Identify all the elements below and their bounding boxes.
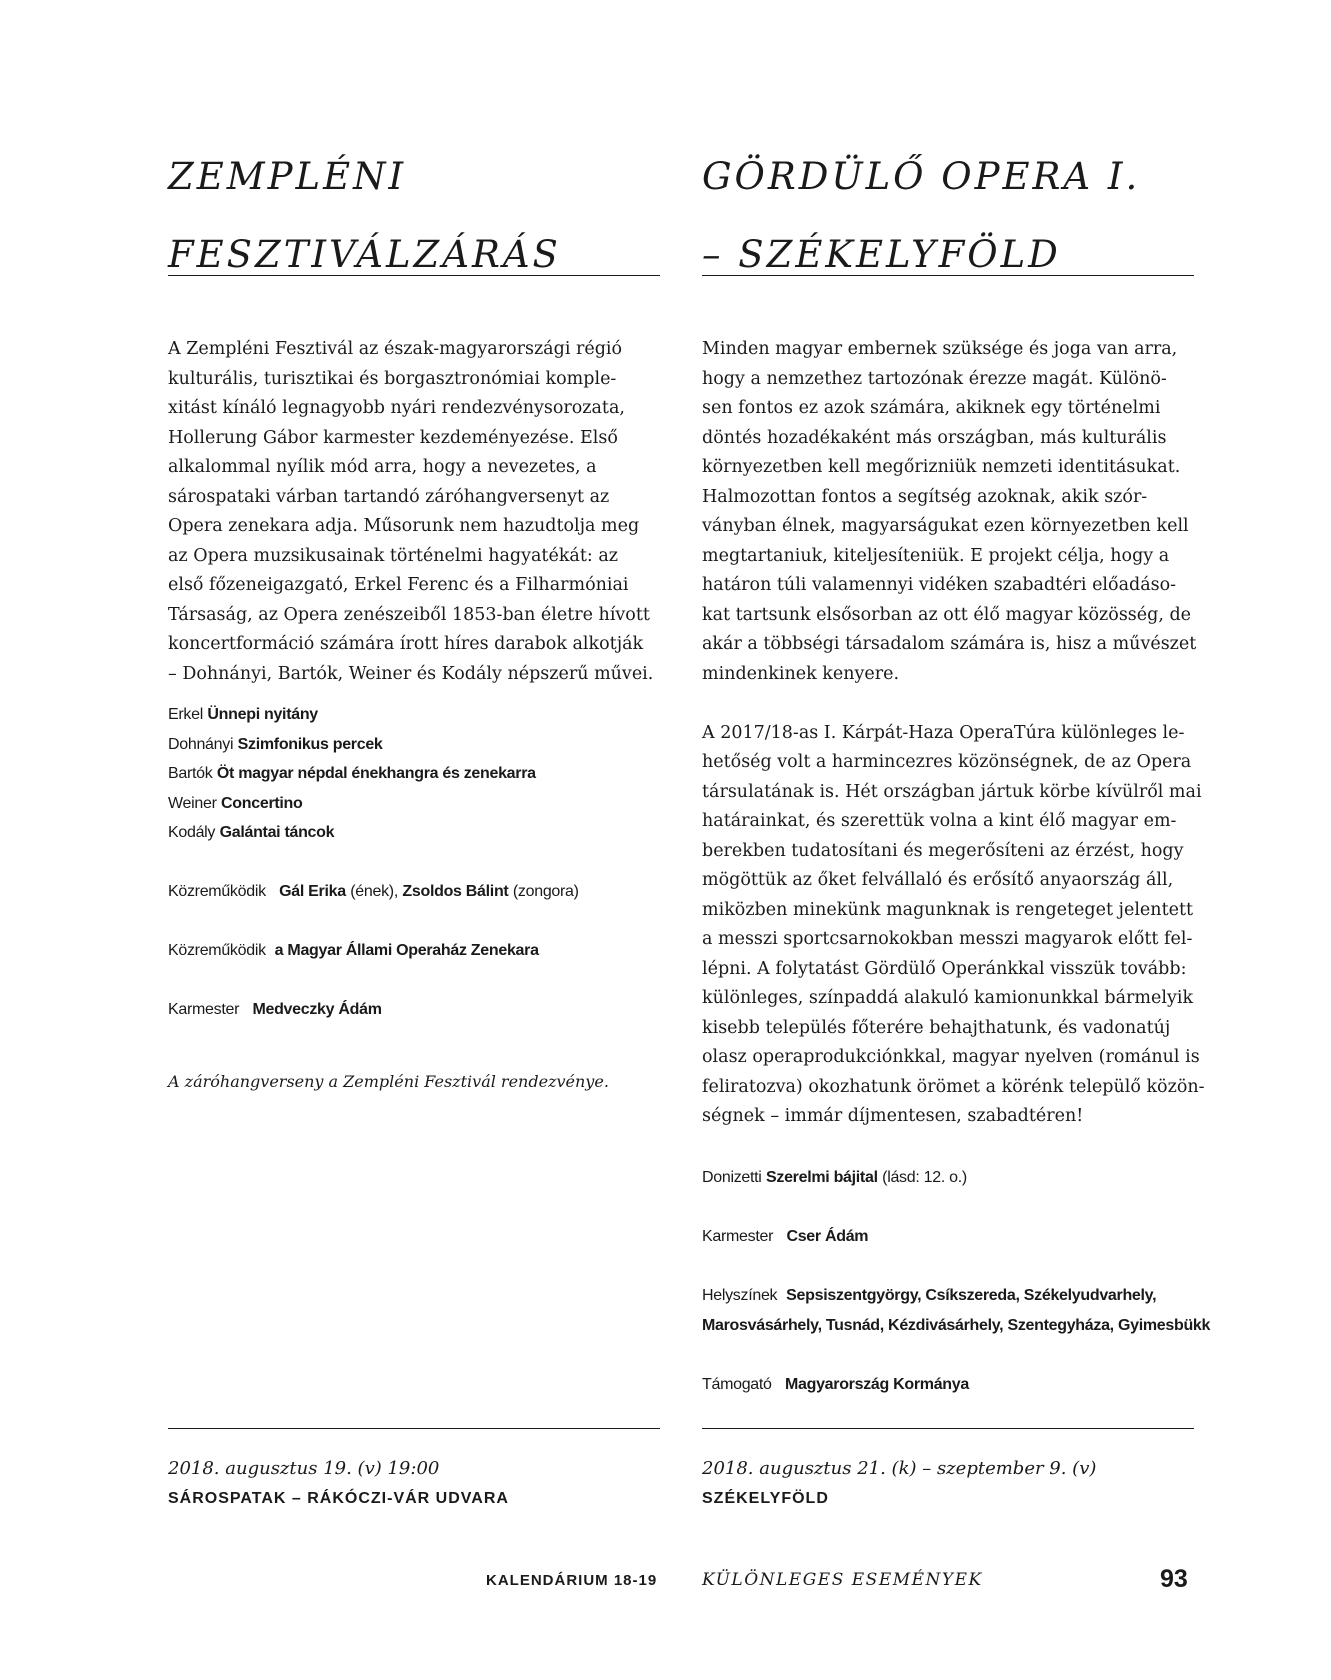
left-title-line-1: ZEMPLÉNI bbox=[168, 155, 407, 198]
right-body-line: olasz operaprodukciónkkal, magyar nyelven (románul is bbox=[702, 1047, 1200, 1067]
left-program-list bbox=[168, 700, 660, 848]
right-bottom-divider bbox=[702, 1428, 1194, 1429]
right-credits bbox=[702, 1163, 1211, 1429]
right-body-line: A 2017/18-as I. Kárpát-Haza OperaTúra különleges le- bbox=[702, 722, 1185, 743]
left-body-line: xitást kínáló legnagyobb nyári rendezvénysorozata, bbox=[168, 398, 625, 418]
right-conductor: Karmester Cser Ádám bbox=[702, 1228, 869, 1245]
left-body-line: Társaság, az Opera zenészeiből 1853-ban életre hívott bbox=[168, 604, 650, 625]
left-body-line: első főzeneigazgató, Erkel Ferenc és a Filharmóniai bbox=[168, 575, 629, 595]
right-body-line: határon túli valamennyi vidéken szabadtéri előadáso- bbox=[702, 575, 1177, 595]
right-sponsor: Támogató Magyarország Kormánya bbox=[702, 1375, 969, 1393]
right-body-line: a messzi sportcsarnokokban messzi magyarok előtt fel- bbox=[702, 929, 1193, 949]
right-body-line: Halmozottan fontos a segítség azoknak, akik szór- bbox=[702, 486, 1148, 507]
page-number: 93 bbox=[1160, 1565, 1188, 1593]
right-body-line: miközben minekünk magunknak is rengeteget jelentett bbox=[702, 899, 1194, 920]
right-body-line: környezetben kell megőrizniük nemzeti identitásukat. bbox=[702, 457, 1181, 477]
right-body-line: társulatának is. Hét országban jártuk körbe kívülről mai bbox=[702, 781, 1202, 802]
right-body-line: megtartaniuk, kiteljesíteniük. E projekt célja, hogy a bbox=[702, 545, 1170, 566]
left-performers-orchestra: Közreműködik a Magyar Állami Operaház Zenekara bbox=[168, 942, 539, 959]
right-title-line-1: GÖRDÜLŐ OPERA I. bbox=[702, 155, 1141, 198]
left-body-line: koncertformáció számára írott híres darabok alkotják bbox=[168, 634, 644, 654]
right-event-title bbox=[702, 138, 1194, 294]
right-body-line: feliratozva) okozhatunk örömet a körénk települő közön- bbox=[702, 1076, 1205, 1097]
right-body-line: berekben tudatosítani és megerősíteni az érzést, hogy bbox=[702, 840, 1184, 861]
left-description bbox=[168, 335, 660, 689]
right-body-line: mindenkinek kenyere. bbox=[702, 663, 900, 684]
left-body-line: A Zempléni Fesztivál az észak-magyarországi régió bbox=[168, 339, 623, 359]
right-body-line: határainkat, és szerettük volna a kint élő magyar em- bbox=[702, 811, 1177, 831]
right-event-venue: SZÉKELYFÖLD bbox=[702, 1490, 829, 1507]
left-performers-soloists: Közreműködik Gál Erika (ének), Zsoldos Bálint (zongora) bbox=[168, 883, 579, 900]
right-body-line: különleges, színpaddá alakuló kamionunkkal bármelyik bbox=[702, 988, 1194, 1008]
right-body-line: hetőség volt a harmincezres közönségnek, de az Opera bbox=[702, 752, 1192, 772]
right-venues: Helyszínek Sepsiszentgyörgy, Csíkszereda, Székelyudvarhely, Marosvásárhely, Tusnád, Kézdivásárhely, Szentegyháza, Gyimesbükk bbox=[702, 1287, 1211, 1334]
right-body-line: ványban élnek, magyarságukat ezen környezetben kell bbox=[702, 516, 1189, 536]
left-body-line: sárospataki várban tartandó záróhangversenyt az bbox=[168, 486, 610, 507]
left-body-line: kulturális, turisztikai és borgasztronómiai komple- bbox=[168, 368, 617, 389]
left-event-title bbox=[168, 138, 660, 294]
left-note: A záróhangverseny a Zempléni Fesztivál rendezvénye. bbox=[168, 1072, 609, 1091]
right-body-line: lépni. A folytatást Gördülő Operánkkal visszük tovább: bbox=[702, 958, 1187, 979]
right-body-line: akár a többségi társadalom számára is, hisz a művészet bbox=[702, 634, 1197, 654]
right-title-line-2: – SZÉKELYFÖLD bbox=[702, 233, 1061, 276]
right-body-line: Minden magyar embernek szüksége és joga van arra, bbox=[702, 339, 1178, 359]
left-conductor: Karmester Medveczky Ádám bbox=[168, 1001, 382, 1018]
right-program: Donizetti Szerelmi bájital (lásd: 12. o.) bbox=[702, 1169, 967, 1186]
program-item: Dohnányi Szimfonikus percek bbox=[168, 735, 383, 753]
right-body-line: hogy a nemzethez tartozónak érezze magát. Különö- bbox=[702, 368, 1167, 389]
program-item: Weiner Concertino bbox=[168, 794, 303, 812]
left-body-line: Opera zenekara adja. Műsorunk nem hazudtolja meg bbox=[168, 516, 640, 536]
program-item: Kodály Galántai táncok bbox=[168, 824, 335, 841]
right-body-line: sen fontos ez azok számára, akiknek egy történelmi bbox=[702, 398, 1161, 418]
right-description bbox=[702, 335, 1205, 1132]
right-body-line: ségnek – immár díjmentesen, szabadtéren! bbox=[702, 1106, 1084, 1126]
right-body-line: kat tartsunk elsősorban az ott élő magyar közösség, de bbox=[702, 604, 1192, 625]
right-body-line: mögöttük az őket felvállaló és erősítő anyaország áll, bbox=[702, 870, 1174, 890]
left-body-line: Hollerung Gábor karmester kezdeményezése. Első bbox=[168, 427, 618, 448]
left-body-line: az Opera muzsikusainak történelmi hagyatékát: az bbox=[168, 545, 619, 566]
left-event-venue: SÁROSPATAK – RÁKÓCZI-VÁR UDVARA bbox=[168, 1490, 509, 1507]
left-credits bbox=[168, 700, 660, 1054]
footer-section-title: KÜLÖNLEGES ESEMÉNYEK bbox=[702, 1570, 983, 1590]
left-title-line-2: FESZTIVÁLZÁRÁS bbox=[168, 233, 561, 276]
right-body-line: kisebb település főterére behajthatunk, és vadonatúj bbox=[702, 1017, 1171, 1038]
left-body-line: – Dohnányi, Bartók, Weiner és Kodály népszerű művei. bbox=[168, 663, 654, 684]
program-item: Bartók Öt magyar népdal énekhangra és zenekarra bbox=[168, 765, 536, 782]
right-body-line: döntés hozadékaként más országban, más kulturális bbox=[702, 427, 1167, 448]
left-event-date: 2018. augusztus 19. (v) 19:00 bbox=[168, 1458, 440, 1479]
right-top-divider bbox=[702, 275, 1194, 276]
left-bottom-divider bbox=[168, 1428, 660, 1429]
left-top-divider bbox=[168, 275, 660, 276]
program-item: Erkel Ünnepi nyitány bbox=[168, 706, 318, 723]
footer-brand: KALENDÁRIUM 18-19 bbox=[486, 1572, 658, 1589]
left-body-line: alkalommal nyílik mód arra, hogy a nevezetes, a bbox=[168, 457, 597, 477]
right-event-date: 2018. augusztus 21. (k) – szeptember 9. (v) bbox=[702, 1458, 1097, 1479]
